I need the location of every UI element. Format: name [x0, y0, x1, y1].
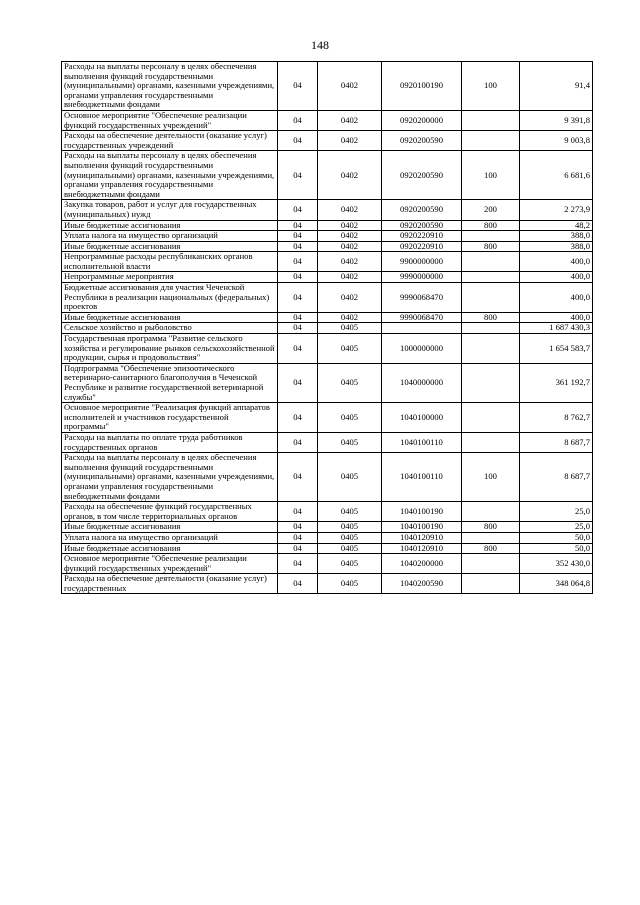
row-subsection: 0405	[318, 532, 382, 543]
row-name: Непрограммные мероприятия	[62, 272, 278, 283]
table-row	[62, 252, 593, 272]
row-section: 04	[278, 334, 318, 364]
row-amount: 50,0	[520, 532, 593, 543]
row-expense-type	[462, 532, 520, 543]
page-number: 148	[311, 38, 329, 52]
row-expense-type	[462, 131, 520, 151]
row-amount: 25,0	[520, 502, 593, 522]
row-subsection: 0405	[318, 574, 382, 594]
row-target-code: 1000000000	[382, 334, 462, 364]
row-name: Иные бюджетные ассигнования	[62, 220, 278, 231]
row-subsection: 0402	[318, 220, 382, 231]
table-row	[62, 272, 593, 283]
row-section: 04	[278, 432, 318, 452]
row-amount: 388,0	[520, 241, 593, 252]
table-row	[62, 220, 593, 231]
row-section: 04	[278, 272, 318, 283]
row-target-code: 9990068470	[382, 283, 462, 313]
row-target-code: 0920200590	[382, 131, 462, 151]
row-amount: 91,4	[520, 62, 593, 111]
row-subsection: 0402	[318, 151, 382, 200]
row-target-code: 1040100190	[382, 522, 462, 533]
row-section: 04	[278, 200, 318, 220]
row-expense-type: 800	[462, 312, 520, 323]
row-subsection: 0402	[318, 62, 382, 111]
row-expense-type: 100	[462, 453, 520, 502]
row-target-code: 9900000000	[382, 252, 462, 272]
table-row	[62, 231, 593, 242]
row-section: 04	[278, 522, 318, 533]
row-amount: 8 687,7	[520, 453, 593, 502]
row-amount: 400,0	[520, 283, 593, 313]
row-subsection: 0402	[318, 231, 382, 242]
row-subsection: 0402	[318, 252, 382, 272]
row-target-code: 0920220910	[382, 231, 462, 242]
row-expense-type	[462, 363, 520, 402]
row-subsection: 0405	[318, 453, 382, 502]
row-subsection: 0405	[318, 522, 382, 533]
row-section: 04	[278, 231, 318, 242]
row-amount: 6 681,6	[520, 151, 593, 200]
row-expense-type	[462, 432, 520, 452]
table-row	[62, 543, 593, 554]
row-target-code: 1040200000	[382, 554, 462, 574]
row-section: 04	[278, 220, 318, 231]
row-subsection: 0405	[318, 403, 382, 433]
budget-table	[61, 61, 593, 594]
row-name: Иные бюджетные ассигнования	[62, 241, 278, 252]
row-section: 04	[278, 574, 318, 594]
row-name: Непрограммные расходы республиканских органов исполнительной власти	[62, 252, 278, 272]
row-subsection: 0402	[318, 131, 382, 151]
row-subsection: 0402	[318, 312, 382, 323]
row-target-code: 9990000000	[382, 272, 462, 283]
row-target-code: 1040100190	[382, 502, 462, 522]
row-section: 04	[278, 241, 318, 252]
row-amount: 25,0	[520, 522, 593, 533]
row-amount: 348 064,8	[520, 574, 593, 594]
row-section: 04	[278, 252, 318, 272]
row-name: Расходы на выплаты персоналу в целях обеспечения выполнения функций государственными (муниципальными) органами, казенными учреждениями, органами управления государственными внебюджетными фондами	[62, 453, 278, 502]
row-target-code: 1040200590	[382, 574, 462, 594]
table-row	[62, 453, 593, 502]
row-target-code: 0920200000	[382, 110, 462, 130]
row-name: Иные бюджетные ассигнования	[62, 543, 278, 554]
table-row	[62, 532, 593, 543]
row-expense-type	[462, 403, 520, 433]
row-expense-type: 200	[462, 200, 520, 220]
row-section: 04	[278, 554, 318, 574]
table-row	[62, 151, 593, 200]
row-expense-type: 800	[462, 543, 520, 554]
table-row	[62, 312, 593, 323]
row-section: 04	[278, 110, 318, 130]
row-target-code: 0920220910	[382, 241, 462, 252]
row-name: Уплата налога на имущество организаций	[62, 231, 278, 242]
row-section: 04	[278, 323, 318, 334]
row-expense-type: 800	[462, 241, 520, 252]
row-amount: 352 430,0	[520, 554, 593, 574]
table-row	[62, 502, 593, 522]
row-target-code: 1040120910	[382, 543, 462, 554]
row-expense-type: 800	[462, 522, 520, 533]
row-name: Бюджетные ассигнования для участия Чеченской Республики в реализации национальных (федеральных) проектов	[62, 283, 278, 313]
row-amount: 1 654 583,7	[520, 334, 593, 364]
table-row	[62, 62, 593, 111]
row-expense-type	[462, 110, 520, 130]
row-name: Иные бюджетные ассигнования	[62, 522, 278, 533]
row-name: Основное мероприятие "Обеспечение реализации функций государственных учреждений"	[62, 110, 278, 130]
row-amount: 400,0	[520, 252, 593, 272]
row-name: Расходы на выплаты персоналу в целях обеспечения выполнения функций государственными (муниципальными) органами, казенными учреждениями, органами управления государственными внебюджетными фондами	[62, 62, 278, 111]
row-name: Расходы на выплаты персоналу в целях обеспечения выполнения функций государственными (муниципальными) органами, казенными учреждениями, органами управления государственными внебюджетными фондами	[62, 151, 278, 200]
budget-table-body	[62, 62, 593, 594]
row-name: Расходы на обеспечение функций государственных органов, в том числе территориальных органов	[62, 502, 278, 522]
row-target-code: 1040000000	[382, 363, 462, 402]
table-row	[62, 131, 593, 151]
row-expense-type: 800	[462, 220, 520, 231]
row-section: 04	[278, 453, 318, 502]
row-amount: 400,0	[520, 312, 593, 323]
row-name: Расходы на обеспечение деятельности (оказание услуг) государственных	[62, 574, 278, 594]
table-row	[62, 334, 593, 364]
row-name: Расходы на выплаты по оплате труда работников государственных органов	[62, 432, 278, 452]
row-amount: 9 391,8	[520, 110, 593, 130]
row-section: 04	[278, 363, 318, 402]
row-section: 04	[278, 131, 318, 151]
row-target-code: 1040120910	[382, 532, 462, 543]
row-target-code: 0920200590	[382, 200, 462, 220]
row-section: 04	[278, 312, 318, 323]
row-name: Иные бюджетные ассигнования	[62, 312, 278, 323]
row-target-code: 0920200590	[382, 151, 462, 200]
row-section: 04	[278, 151, 318, 200]
row-subsection: 0405	[318, 432, 382, 452]
row-amount: 9 003,8	[520, 131, 593, 151]
row-section: 04	[278, 502, 318, 522]
row-expense-type	[462, 574, 520, 594]
row-amount: 8 762,7	[520, 403, 593, 433]
row-subsection: 0405	[318, 334, 382, 364]
row-subsection: 0402	[318, 283, 382, 313]
row-expense-type	[462, 334, 520, 364]
row-name: Государственная программа "Развитие сельского хозяйства и регулирование рынков сельскохозяйственной продукции, сырья и продовольствия"	[62, 334, 278, 364]
row-target-code	[382, 323, 462, 334]
row-expense-type: 100	[462, 62, 520, 111]
row-name: Подпрограмма "Обеспечение эпизоотического ветеринарно-санитарного благополучия в Чеченской Республике и развитие государственной ветеринарной службы"	[62, 363, 278, 402]
row-amount: 48,2	[520, 220, 593, 231]
row-name: Закупка товаров, работ и услуг для государственных (муниципальных) нужд	[62, 200, 278, 220]
row-target-code: 9990068470	[382, 312, 462, 323]
table-row	[62, 323, 593, 334]
row-section: 04	[278, 283, 318, 313]
row-expense-type	[462, 252, 520, 272]
row-expense-type	[462, 283, 520, 313]
row-section: 04	[278, 543, 318, 554]
row-subsection: 0402	[318, 110, 382, 130]
row-amount: 8 687,7	[520, 432, 593, 452]
row-target-code: 0920100190	[382, 62, 462, 111]
row-subsection: 0405	[318, 323, 382, 334]
row-subsection: 0405	[318, 554, 382, 574]
table-row	[62, 241, 593, 252]
row-expense-type	[462, 272, 520, 283]
row-name: Основное мероприятие "Обеспечение реализации функций государственных учреждений"	[62, 554, 278, 574]
row-target-code: 1040100110	[382, 432, 462, 452]
row-expense-type	[462, 323, 520, 334]
row-section: 04	[278, 403, 318, 433]
row-amount: 50,0	[520, 543, 593, 554]
row-subsection: 0402	[318, 272, 382, 283]
row-subsection: 0405	[318, 502, 382, 522]
row-name: Уплата налога на имущество организаций	[62, 532, 278, 543]
table-row	[62, 522, 593, 533]
row-amount: 400,0	[520, 272, 593, 283]
row-target-code: 0920200590	[382, 220, 462, 231]
table-row	[62, 110, 593, 130]
row-subsection: 0405	[318, 363, 382, 402]
row-amount: 2 273,9	[520, 200, 593, 220]
row-section: 04	[278, 532, 318, 543]
row-name: Основное мероприятие "Реализация функций аппаратов исполнителей и участников государственной программы"	[62, 403, 278, 433]
row-expense-type	[462, 502, 520, 522]
row-amount: 361 192,7	[520, 363, 593, 402]
table-row	[62, 363, 593, 402]
row-name: Расходы на обеспечение деятельности (оказание услуг) государственных учреждений	[62, 131, 278, 151]
row-target-code: 1040100000	[382, 403, 462, 433]
table-row	[62, 200, 593, 220]
table-row	[62, 574, 593, 594]
table-row	[62, 554, 593, 574]
table-row	[62, 283, 593, 313]
row-section: 04	[278, 62, 318, 111]
row-target-code: 1040100110	[382, 453, 462, 502]
row-amount: 1 687 430,3	[520, 323, 593, 334]
table-row	[62, 432, 593, 452]
row-expense-type	[462, 231, 520, 242]
table-row	[62, 403, 593, 433]
row-amount: 388,0	[520, 231, 593, 242]
row-expense-type: 100	[462, 151, 520, 200]
row-subsection: 0402	[318, 200, 382, 220]
row-name: Сельское хозяйство и рыболовство	[62, 323, 278, 334]
row-subsection: 0405	[318, 543, 382, 554]
row-subsection: 0402	[318, 241, 382, 252]
row-expense-type	[462, 554, 520, 574]
